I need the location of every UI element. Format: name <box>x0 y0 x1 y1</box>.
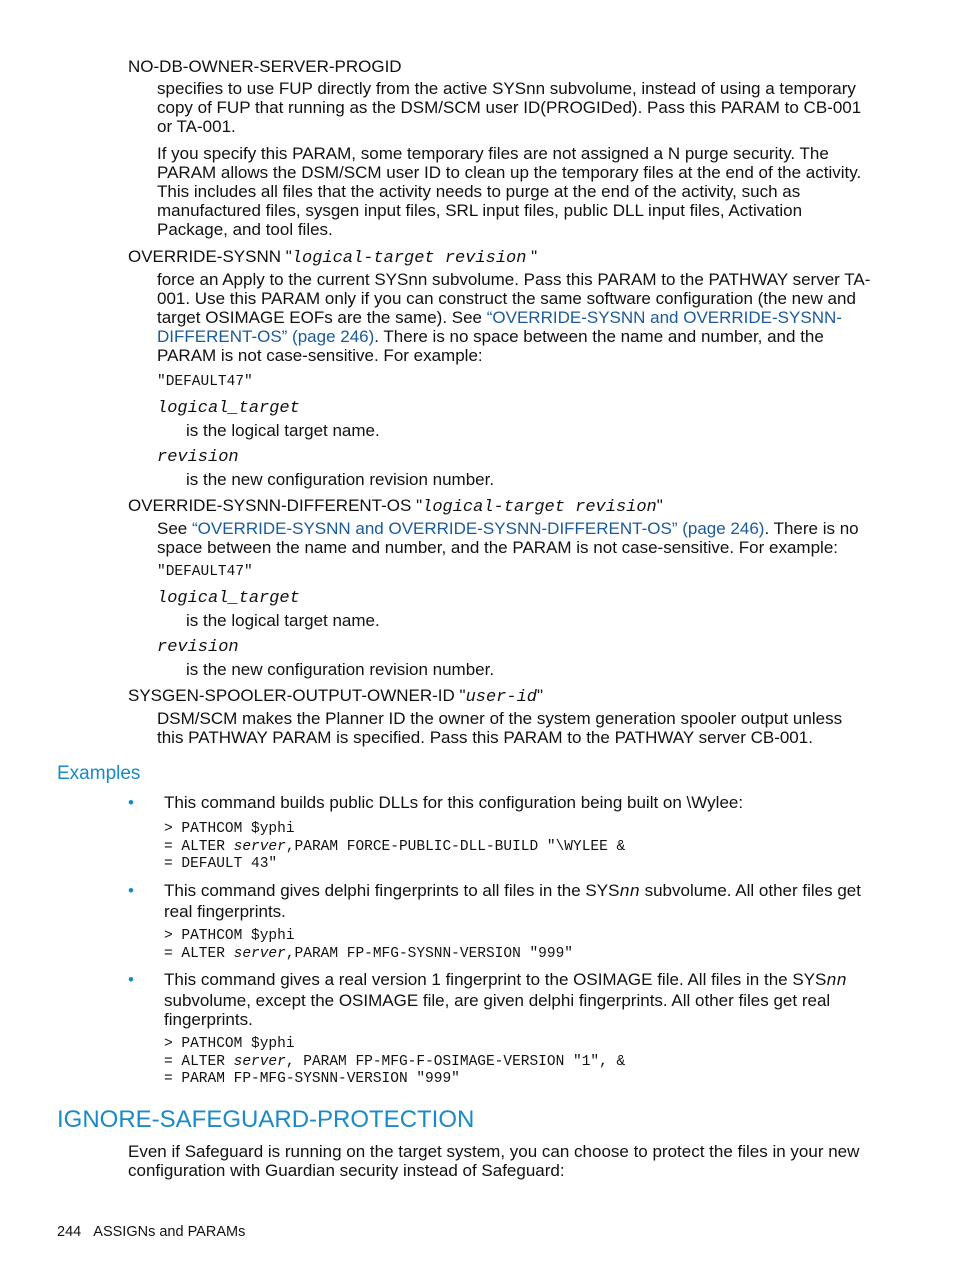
sub-term-revision: revision <box>157 638 239 657</box>
text-part: This command gives a real version 1 fingerprint to the OSIMAGE file. All files in the SYS <box>164 970 827 989</box>
text-part: subvolume, except the OSIMAGE file, are given delphi fingerprints. All other files get real fingerprints. <box>164 991 831 1029</box>
param-term-no-db-owner: NO-DB-OWNER-SERVER-PROGID <box>128 57 402 76</box>
bullet-icon: • <box>128 970 134 989</box>
param-term-override-sysnn-different-os <box>128 496 663 517</box>
code-line: > PATHCOM $yphi <box>164 928 295 944</box>
code-line: = ALTER <box>164 945 234 962</box>
bullet-icon: • <box>128 793 134 812</box>
example-code: "DEFAULT47" <box>157 374 253 390</box>
param-desc-no-db-owner-2: If you specify this PARAM, some temporary files are not assigned a N purge security. The PARAM allows the DSM/SCM user ID to clean up the temporary files at the end of the activity. This includes all files that the activity needs to purge at the end of the activity, such as manufactured files, sysgen input files, SRL input files, public DLL input files, Activation Package, and tool files. <box>157 144 862 239</box>
param-term-override-sysnn <box>128 247 537 268</box>
code-line: = ALTER <box>164 1053 234 1070</box>
code-line: > PATHCOM $yphi <box>164 1036 295 1052</box>
desc-text-after: . There is no space between the name and number, and the PARAM is not case-sensitive. For example: <box>157 327 824 365</box>
chapter-title: ASSIGNs and PARAMs <box>93 1224 246 1240</box>
code-line-rest: ,PARAM FORCE-PUBLIC-DLL-BUILD "\WYLEE & <box>285 838 626 855</box>
sub-term-logical-target: logical_target <box>157 589 300 608</box>
code-placeholder: server <box>233 1053 286 1070</box>
code-placeholder: server <box>233 838 286 855</box>
example-text <box>164 881 869 921</box>
desc-text: force an Apply to the current SYSnn subvolume. Pass this PARAM to the PATHWAY server TA-001. Use this PARAM only if you can construct the same software configuration (the new and target OSIMAGE EOFs are the same). See <box>157 270 871 327</box>
example-code: "DEFAULT47" <box>157 564 253 580</box>
term-end: " <box>526 247 538 266</box>
sub-desc-revision: is the new configuration revision number. <box>186 470 495 489</box>
example-text: This command builds public DLLs for this configuration being built on \Wylee: <box>164 793 744 812</box>
text-variable: nn <box>619 883 640 902</box>
example-code-block <box>164 928 573 963</box>
sub-desc-logical-target: is the logical target name. <box>186 611 380 630</box>
code-line-rest: ,PARAM FP-MFG-SYSNN-VERSION "999" <box>285 945 573 962</box>
examples-heading: Examples <box>57 763 141 784</box>
term-arg: logical-target revision <box>291 249 527 268</box>
term-arg: logical-target revision <box>422 498 657 517</box>
param-desc-no-db-owner: specifies to use FUP directly from the active SYSnn subvolume, instead of using a temporary copy of FUP that running as the DSM/SCM user ID(PROGIDed). Pass this PARAM to CB-001 or TA-001. <box>157 79 862 136</box>
bullet-icon: • <box>128 881 134 900</box>
example-text <box>164 970 869 1029</box>
term-label: OVERRIDE-SYSNN-DIFFERENT-OS " <box>128 496 423 515</box>
text-part: This command gives delphi fingerprints to all files in the SYS <box>164 881 620 900</box>
sub-term-logical-target: logical_target <box>157 399 300 418</box>
code-placeholder: server <box>233 945 286 962</box>
sub-desc-revision: is the new configuration revision number. <box>186 660 495 679</box>
term-end: " <box>656 496 663 515</box>
section-heading: IGNORE-SAFEGUARD-PROTECTION <box>57 1106 475 1133</box>
param-desc-override-sysnn <box>157 270 872 365</box>
cross-reference-link[interactable]: “OVERRIDE-SYSNN and OVERRIDE-SYSNN-DIFFERENT-OS” (page 246) <box>157 308 842 346</box>
page-footer <box>57 1223 245 1242</box>
sub-term-revision: revision <box>157 448 239 467</box>
code-line-rest: , PARAM FP-MFG-F-OSIMAGE-VERSION "1", & <box>285 1053 626 1070</box>
example-code-block <box>164 1036 625 1089</box>
code-line: = ALTER <box>164 838 234 855</box>
desc-text-after: . There is no space between the name and number, and the PARAM is not case-sensitive. For example: <box>157 519 859 557</box>
desc-text: See <box>157 519 192 538</box>
text-part: subvolume. All other files get real fingerprints. <box>164 881 861 921</box>
text-variable: nn <box>826 972 847 991</box>
code-line: > PATHCOM $yphi <box>164 821 295 837</box>
cross-reference-link[interactable]: “OVERRIDE-SYSNN and OVERRIDE-SYSNN-DIFFERENT-OS” (page 246) <box>191 519 765 538</box>
param-desc-override-sysnn-different-os <box>157 519 872 557</box>
section-body: Even if Safeguard is running on the target system, you can choose to protect the files in your new configuration with Guardian security instead of Safeguard: <box>128 1142 860 1180</box>
term-label: OVERRIDE-SYSNN " <box>128 247 292 266</box>
code-line: = PARAM FP-MFG-SYSNN-VERSION "999" <box>164 1071 460 1087</box>
example-code-block <box>164 821 625 874</box>
term-label: SYSGEN-SPOOLER-OUTPUT-OWNER-ID " <box>128 686 466 705</box>
page-number: 244 <box>57 1224 82 1240</box>
param-desc-sysgen-spooler: DSM/SCM makes the Planner ID the owner of the system generation spooler output unless this PATHWAY PARAM is specified. Pass this PARAM to the PATHWAY server CB-001. <box>157 709 843 747</box>
term-end: " <box>536 686 544 705</box>
code-line: = DEFAULT 43" <box>164 856 278 872</box>
param-term-sysgen-spooler <box>128 686 543 707</box>
term-arg: user-id <box>465 688 537 707</box>
sub-desc-logical-target: is the logical target name. <box>186 421 380 440</box>
